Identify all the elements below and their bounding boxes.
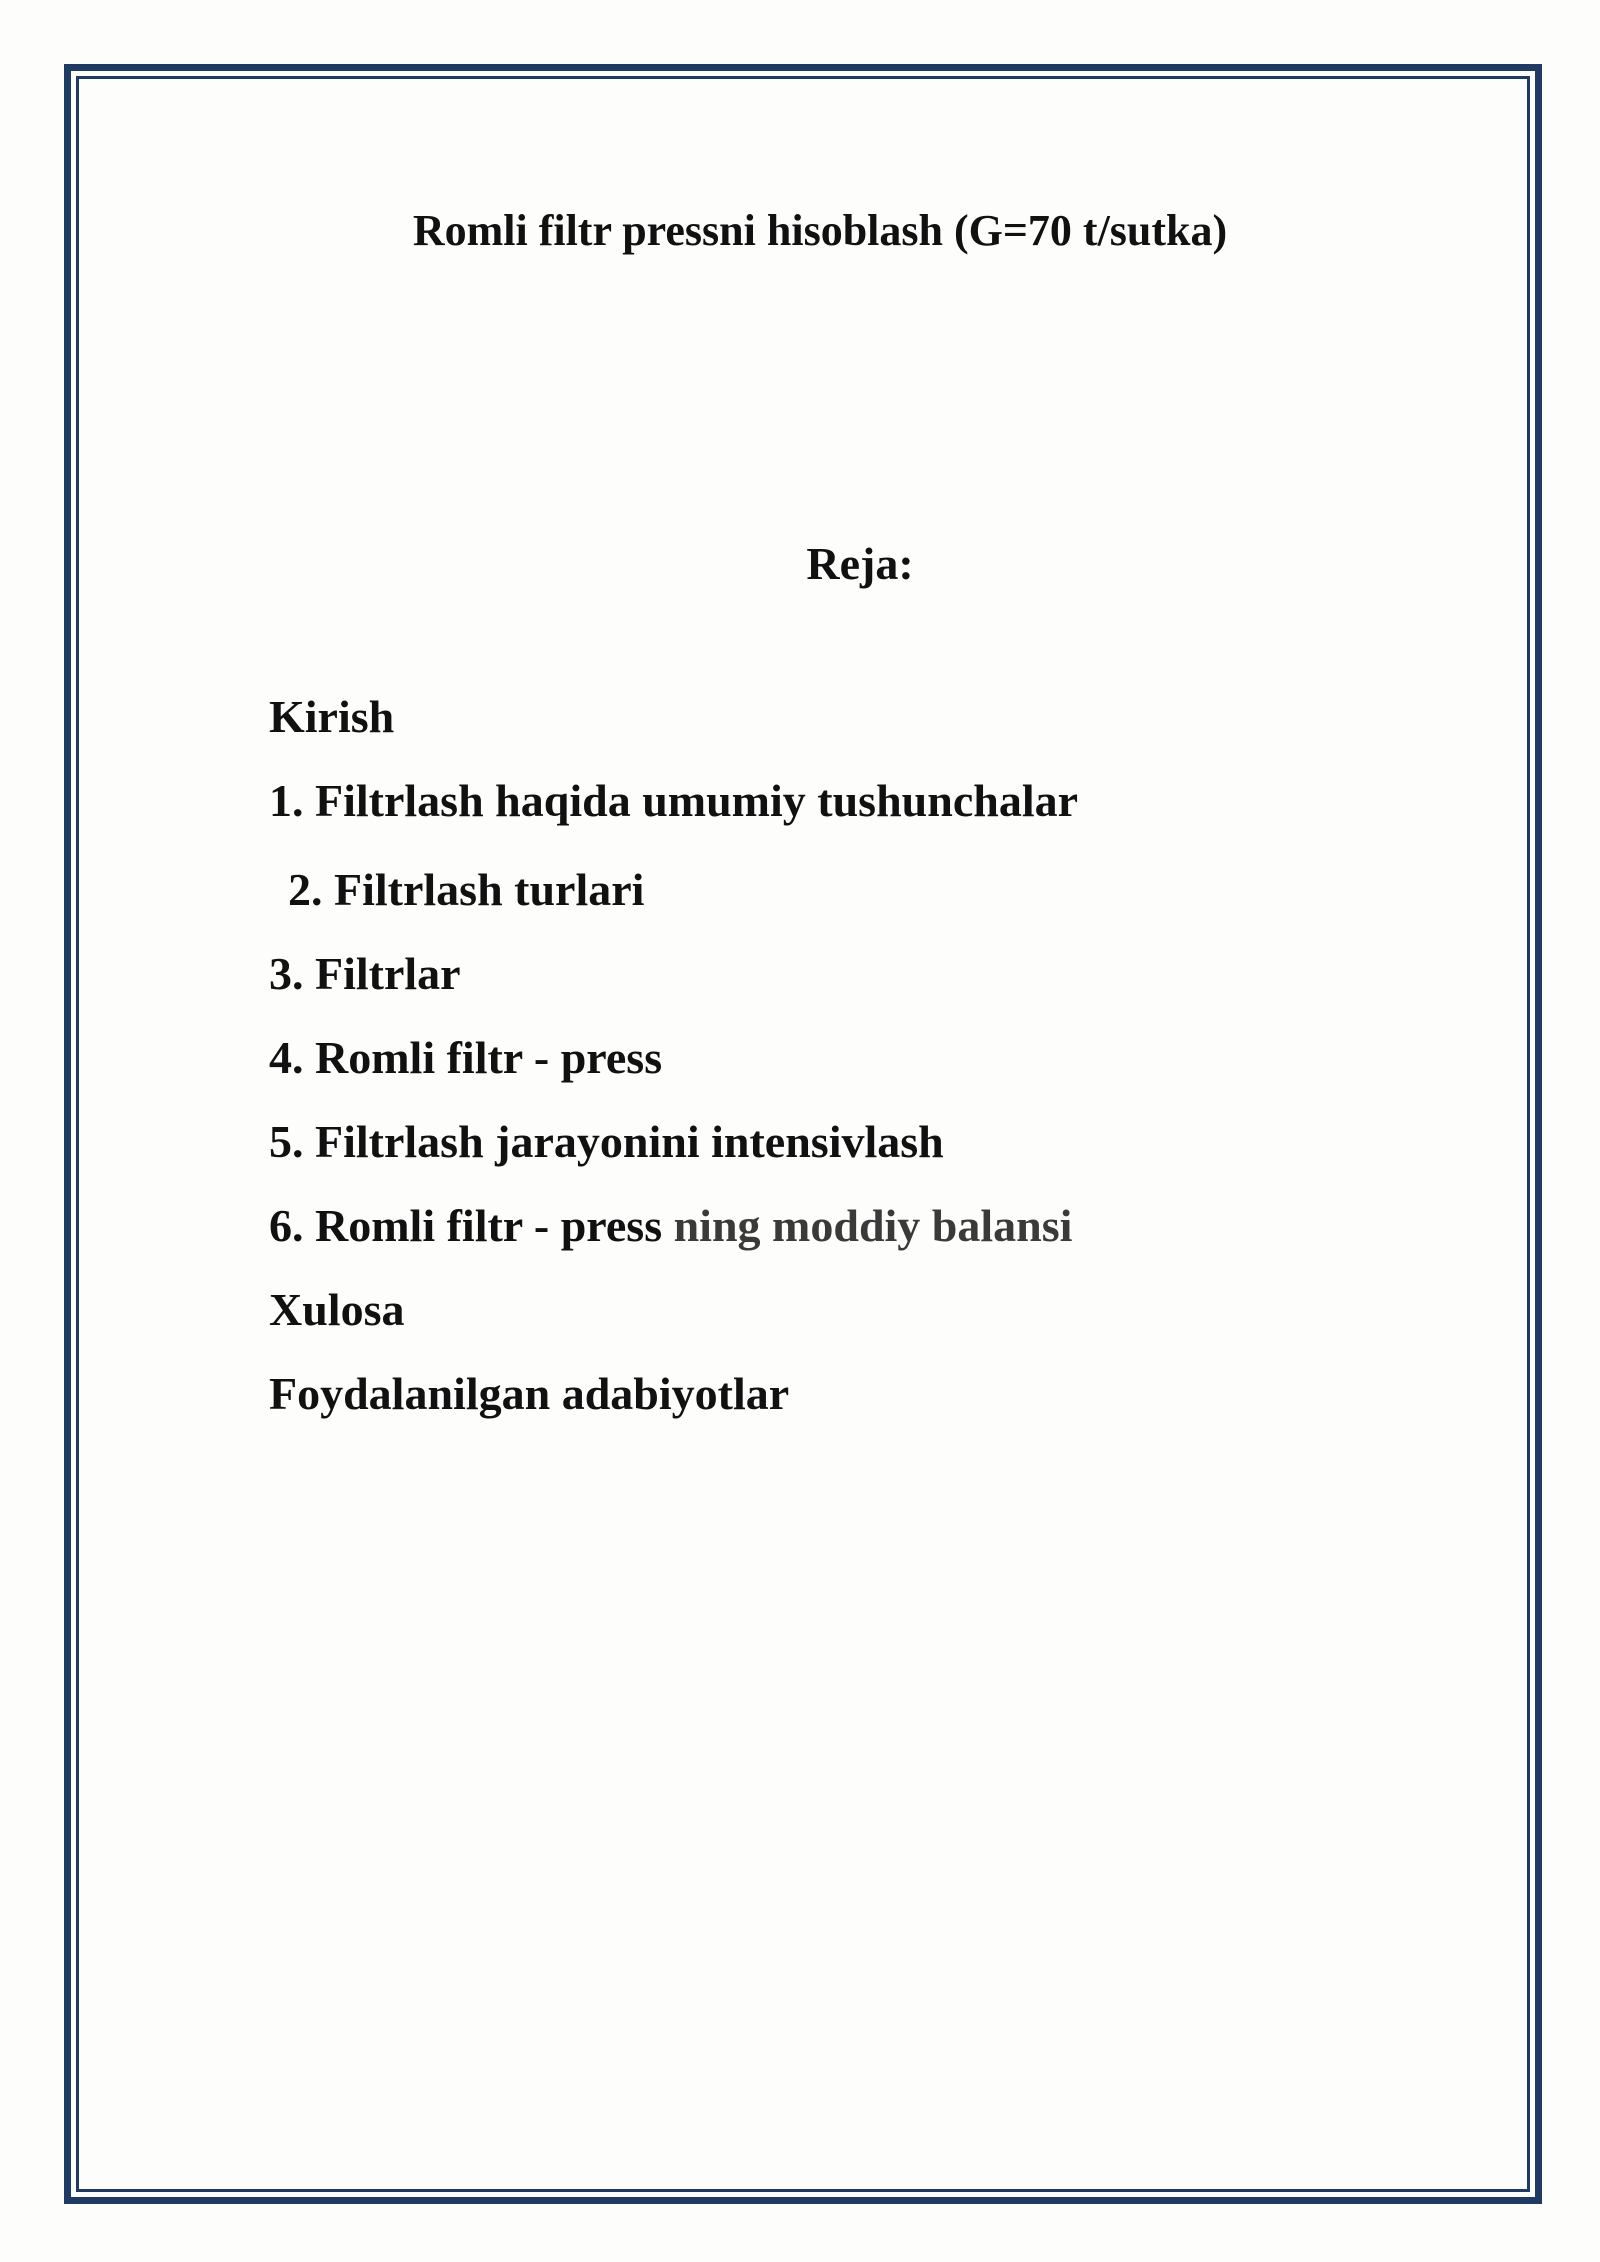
plan-item-6 — [269, 1197, 1072, 1255]
plan-item-references: Foydalanilgan adabiyotlar — [269, 1368, 790, 1419]
plan-item-1: 1. Filtrlash haqida umumiy tushunchalar — [269, 775, 1079, 826]
plan-item-introduction: Kirish — [269, 691, 395, 742]
plan-item-6-suffix: ning moddiy balansi — [662, 1200, 1073, 1251]
plan-item-4: 4. Romli filtr - press — [269, 1032, 663, 1083]
document-title: Romli filtr pressni hisoblash (G=70 t/sutka) — [412, 206, 1228, 255]
plan-item-3: 3. Filtrlar — [269, 948, 461, 999]
plan-item-conclusion: Xulosa — [269, 1284, 405, 1335]
plan-heading: Reja: — [806, 538, 914, 589]
plan-item-5: 5. Filtrlash jarayonini intensivlash — [269, 1116, 944, 1167]
plan-item-6-main: 6. Romli filtr - press — [269, 1200, 663, 1251]
plan-item-2: 2. Filtrlash turlari — [288, 864, 645, 915]
